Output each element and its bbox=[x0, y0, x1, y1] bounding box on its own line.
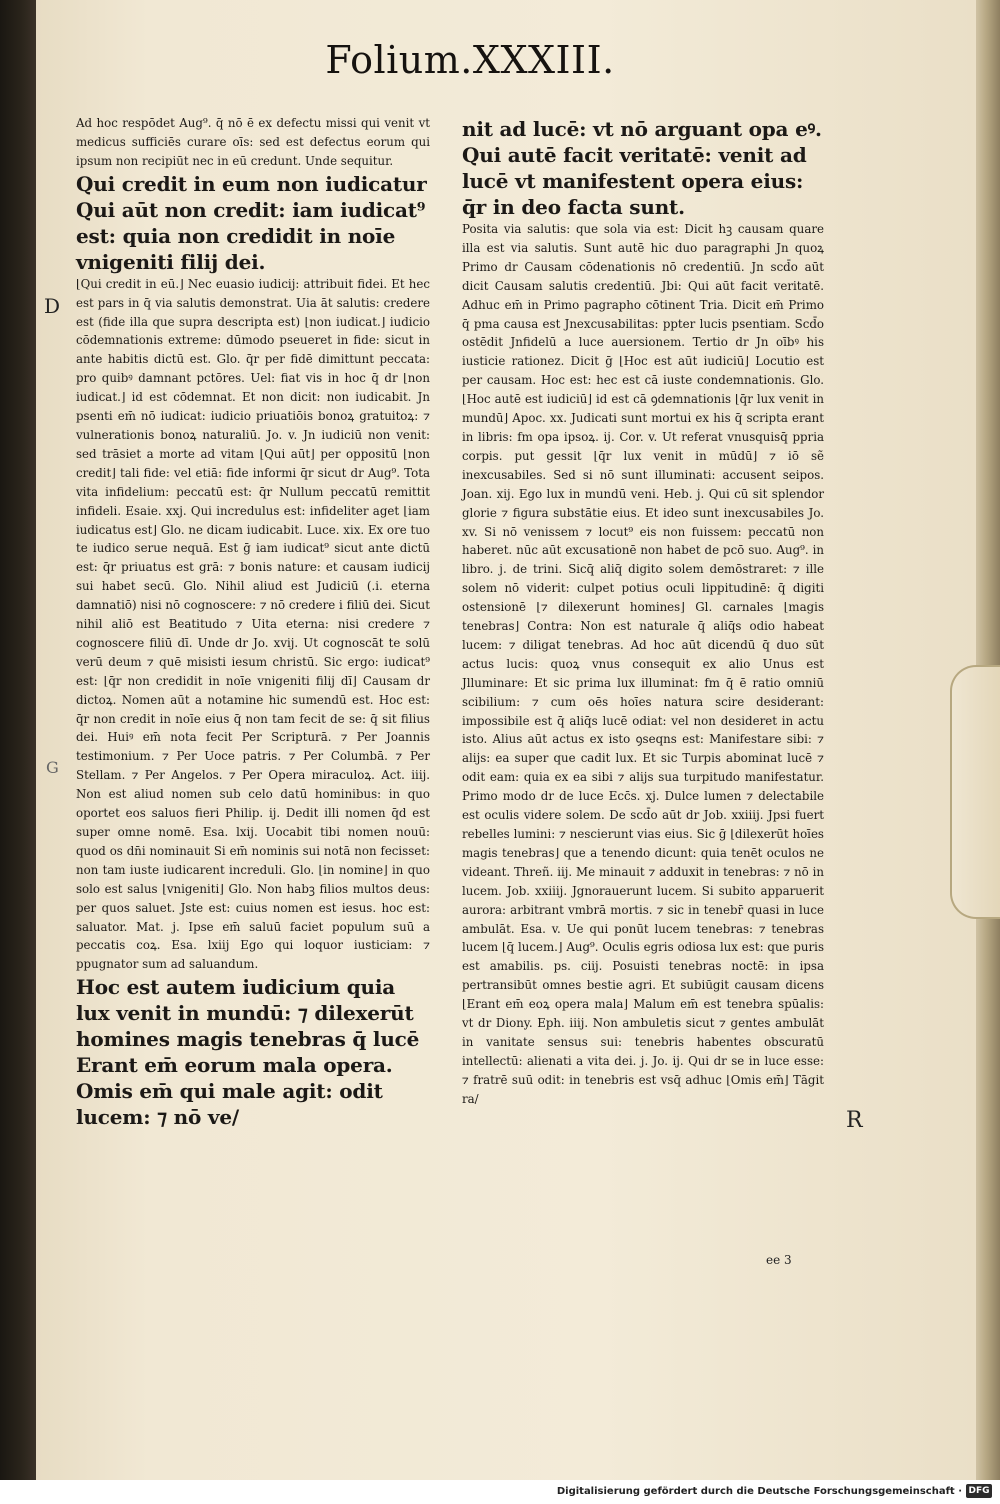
left-column bbox=[76, 114, 430, 1130]
left-bible-verse-2: Hoc est autem iudicium quia lux venit in mundū: ⁊ dilexerūt homines magis tenebras q̄ lucē Erant em̄ eorum mala opera. Omis em̄ qui male agit: odit lucem: ⁊ nō ve/ bbox=[76, 975, 420, 1130]
right-gloss-1: Posita via salutis: que sola via est: Dicit hꝫ causam quare illa est via salutis. Sunt autē hic duo paragraphi Jn quoꝝ Primo dr Causam cōdenationis nō credentiū. Jn scd̄o aūt dicit Causam salutis credentiū. Jbi: Qui aūt facit veritatē. Adhuc em̄ in Primo pagrapho cōtinent Tria. Dicit em̄ Primo q̄ pma causa est Jnexcusabilitas: ppter lucis psentiam. Scd̄o ostēdit Jnfidelū a luce auersionem. Tertio dr Jn oībꝰ his iusticie rationez. Dicit ḡ ⌊Hoc est aūt iudiciū⌋ Locutio est per causam. Hoc est: hec est cā iuste condemnationis. Glo. ⌊Hoc autē est iudiciū⌋ id est cā ꝯdemnationis ⌊q̄r lux venit in mundū⌋ Apoc. xx. Judicati sunt mortui ex his q̄ scripta erant in libris: fm opa ipsoꝝ. ij. Cor. v. Ut referat vnusquisq̄ ppria corpis. put gessit ⌊q̄r lux venit in mūdū⌋ ⁊ iō sẽ inexcusabiles. Sed si nō sunt illuminati: accusent seipos. Joan. xij. Ego lux in mundū veni. Heb. j. Qui cū sit splendor glorie ⁊ figura substātie eius. Et ideo sunt inexcusabiles Jo. xv. Si nō venissem ⁊ locut⁹ eis non fuissem: peccatū non haberet. nūc aūt excusationē non habet de pcō suo. Aug⁹. in libro. j. de trini. Sicq̄ aliq̄ digito solem demōstraret: ⁊ ille solem nō viderit: culpet potius oculi lippitudinē: q̄ digiti ostensionē ⌊⁊ dilexerunt homines⌋ Gl. carnales ⌊magis tenebras⌋ Contra: Non est naturale q̄ aliq̄s odio habeat lucem: ⁊ diligat tenebras. Ad hoc aūt dicendū q̄ duo sūt actus lucis: quoꝝ vnus consequit ex alio Unus est Jlluminare: Et sic prima lux illuminat: fm q̄ ē ratio omniū scibilium: ⁊ cum oēs hoīes natura scire desiderant: impossibile est q̄ aliq̄s lucē odiat: vel non desideret in actu isto. Alius aūt actus ex isto ꝯseqns est: Manifestare sibi: ⁊ alijs: ea super que cadit lux. Et sic Turpis abominat lucē ⁊ odit eam: quia ex ea sibi ⁊ alijs sua turpitudo manifestatur. Primo modo dr de luce Ecc̄s. xj. Dulce lumen ⁊ delectabile est oculis videre solem. De scd̄o aūt dr Job. xxiiij. Jpsi fuert rebelles lumini: ⁊ nescierunt vias eius. Sic ḡ ⌊dilexerūt hoīes magis tenebras⌋ que a tenendo dicunt: quia tenēt oculos ne videant. Threñ. iij. Me minauit ⁊ adduxit in tenebras: ⁊ nō in lucem. Job. xxiiij. Jgnorauerunt lucem. Si subito apparuerit aurora: arbitrant vmbrā mortis. ⁊ sic in tenebr̄ quasi in luce ambulāt. Esa. v. Ue qui ponūt lucem tenebras: ⁊ tenebras lucem ⌊q̄ lucem.⌋ Aug⁹. Oculis egris odiosa lux est: que puris est amabilis. ps. ciij. Posuisti tenebras noctē: in ipsa pertransibūt omnes bestie agri. Et subiūgit causam dicens ⌊Erant em̄ eoꝝ opera mala⌋ Malum em̄ est tenebra spūalis: vt dr Diony. Eph. iiij. Non ambuletis sicut ⁊ gentes ambulāt in vanitate sensus sui: tenebris habentes obscuratū intellectū: alienati a vita dei. j. Jo. ij. Qui dr se in luce esse: ⁊ fratrē suū odit: in tenebris est vsq̄ adhuc ⌊Omis em̄⌋ Tāgit ra/ bbox=[462, 222, 824, 1106]
page-title: Folium.XXXIII. bbox=[325, 38, 615, 82]
margin-note-r: R bbox=[846, 1108, 863, 1133]
page-tab bbox=[950, 665, 1000, 919]
margin-note-g: G bbox=[46, 758, 59, 777]
left-gloss-2: ⌊Qui credit in eū.⌋ Nec euasio iudicij: attribuit fidei. Et hec est pars in q̄ via salutis demonstrat. Uia āt salutis: credere est (fide illa que supra descripta est) ⌊non iudicat.⌋ iudicio cōdemnationis extreme: dūmodo pseueret in fide: sicut in ante habitis dictū est. Glo. q̄r per fidē dimittunt peccata: pro quibꝰ damnant pctōres. Uel: fiat vis in hoc q̄ dr ⌊non iudicat.⌋ id est cōdemnat. Et non dicit: non iudicabit. Jn psenti em̄ nō iudicat: iudicio priuatiōis bonoꝝ gratuitoꝝ: ⁊ vulnerationis bonoꝝ naturaliū. Jo. v. Jn iudiciū non venit: sed trāsiet a morte ad vitam ⌊Qui aūt⌋ per oppositū ⌊non credit⌋ tali fide: vel etiā: fide informi q̄r sicut dr Aug⁹. Tota vita infidelium: peccatū est: q̄r Nullum peccatū remittit infideli. Esaie. xxj. Qui incredulus est: infideliter aget ⌊iam iudicatus est⌋ Glo. ne dicam iudicabit. Luce. xix. Ex ore tuo te iudico serue nequā. Est ḡ iam iudicat⁹ sicut ante dictū est: q̄r priuatus est grā: ⁊ bonis nature: et causam iudicij sui habet secū. Glo. Nihil aliud est Judiciū (.i. eterna damnatiō) nisi nō cognoscere: ⁊ nō credere i filiū dei. Sicut nihil aliō est Beatitudo ⁊ Uita eterna: nisi credere ⁊ cognoscere filiū dī. Unde dr Jo. xvij. Ut cognoscāt te solū verū deum ⁊ quē misisti iesum christū. Sic ergo: iudicat⁹ est: ⌊q̄r non credidit in noīe vnigeniti filij dī⌋ Causam dr dictoꝝ. Nomen aūt a notamine hic sumendū est. Hoc est: q̄r non credit in noīe eius q̄ non tam fecit de se: q̄ sit filius dei. Huiꝰ em̄ nota fecit Per Scripturā. ⁊ Per Joannis testimonium. ⁊ Per Uoce patris. ⁊ Per Columbā. ⁊ Per Stellam. ⁊ Per Angelos. ⁊ Per Opera miraculoꝝ. Act. iiij. Non est aliud nomen sub celo datū hominibus: in quo oportet eos saluos fieri Philip. ij. Dedit illi nomen q̄d est super omne nomē. Esa. lxij. Uocabit tibi nomen nouū: quod os dn̄i nominauit Si em̄ nominis sui notā non fecisset: non tam iuste iudicarent increduli. Glo. ⌊in nomine⌋ in quo solo est salus ⌊vnigeniti⌋ Glo. Non habꝫ filios multos deus: per quos saluet. Jste est: cuius nomen est iesus. hoc est: saluator. Mat. j. Ipse em̄ saluū faciet populum suū a peccatis coꝝ. Esa. lxiij Ego qui loquor iusticiam: ⁊ ppugnator sum ad saluandum. bbox=[76, 276, 430, 972]
right-bible-verse-1: nit ad lucē: vt nō arguant opa eꝰ. Qui autē facit veritatē: venit ad lucē vt manifestent opera eius: q̄r in deo facta sunt. bbox=[462, 117, 822, 219]
footer-credit: Digitalisierung gefördert durch die Deutsche Forschungsgemeinschaft · bbox=[556, 1486, 962, 1497]
margin-note-d: D bbox=[44, 294, 61, 318]
signature-mark: ee 3 bbox=[766, 1253, 792, 1267]
right-column bbox=[462, 116, 824, 1109]
footer-bar bbox=[0, 1480, 1000, 1504]
book-board bbox=[0, 0, 36, 1504]
left-bible-verse-1: Qui credit in eum non iudicatur Qui aūt non credit: iam iudicat⁹ est: quia non credidit in noīe vnigeniti filij dei. bbox=[76, 171, 427, 274]
dfg-logo-icon: DFG bbox=[966, 1484, 992, 1498]
left-gloss-1: Ad hoc respōdet Aug⁹. q̄ nō ē ex defectu missi qui venit vt medicus sufficiēs curare oīs: sed est defectus eorum qui ipsum non recipiūt nec in eū credunt. Unde sequitur. bbox=[76, 116, 430, 168]
